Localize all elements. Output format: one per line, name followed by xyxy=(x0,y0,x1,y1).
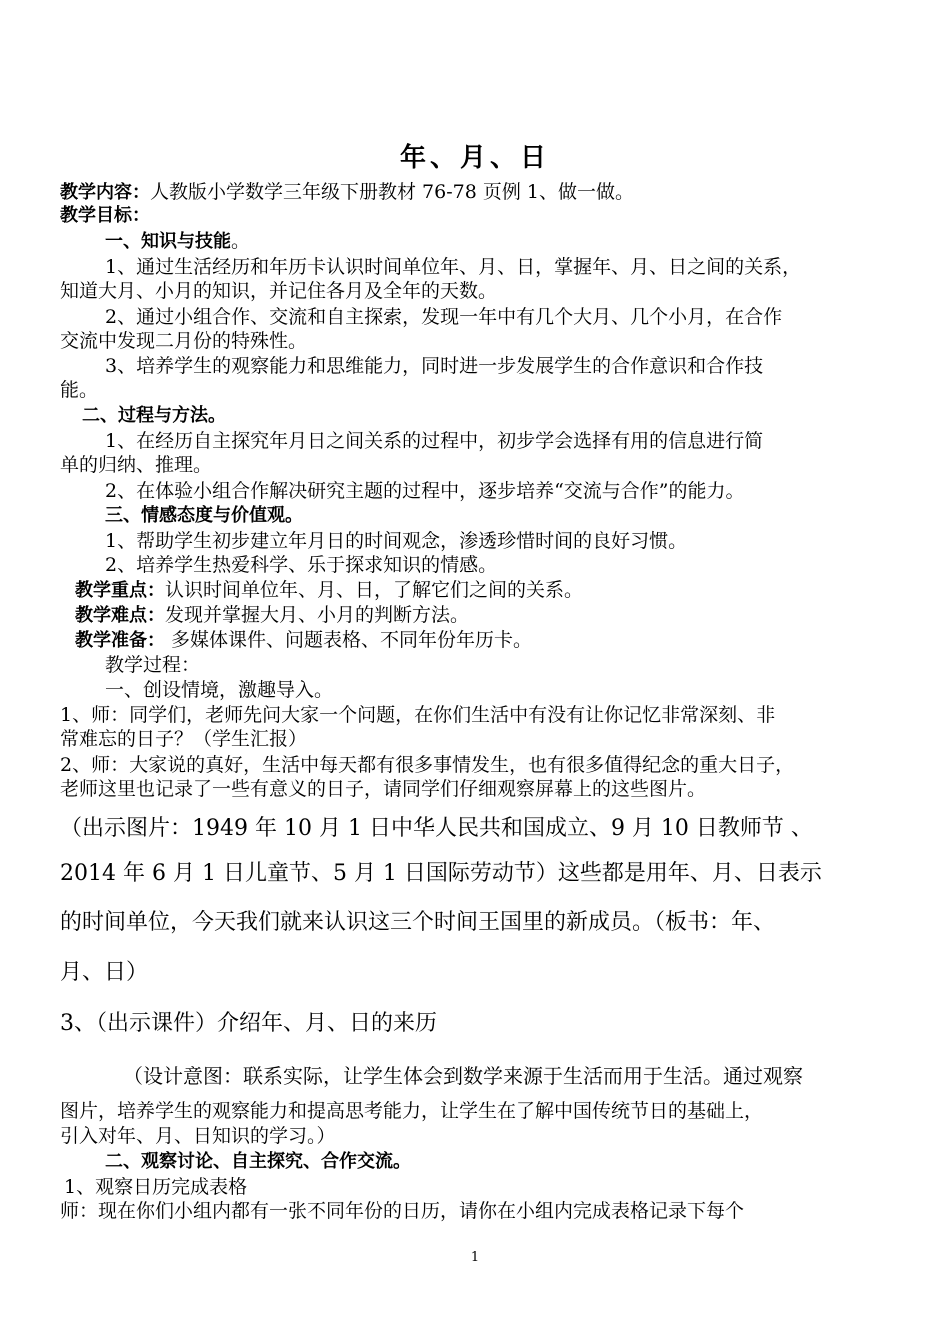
paragraph-line: 能。 xyxy=(60,379,99,401)
large-paragraph-line: 的时间单位，今天我们就来认识这三个时间王国里的新成员。（板书：年、 xyxy=(60,910,776,935)
paragraph-line: 1、通过生活经历和年历卡认识时间单位年、月、日，掌握年、月、日之间的关系， xyxy=(105,256,802,278)
large-paragraph-line: 2014 年 6 月 1 日儿童节、5 月 1 日国际劳动节）这些都是用年、月、日表示 xyxy=(60,861,822,886)
teaching-goals-label: 教学目标： xyxy=(60,205,150,226)
key-point-line xyxy=(75,578,583,603)
paragraph-line: 1、观察日历完成表格 xyxy=(64,1176,248,1198)
design-intent-line: 图片，培养学生的观察能力和提高思考能力，让学生在了解中国传统节日的基础上， xyxy=(60,1100,764,1122)
paragraph-line: 单的归纳、推理。 xyxy=(60,454,213,476)
paragraph-line: 1、师：同学们，老师先问大家一个问题，在你们生活中有没有让你记忆非常深刻、非 xyxy=(60,704,776,726)
paragraph-line: 2、在体验小组合作解决研究主题的过程中，逐步培养“交流与合作”的能力。 xyxy=(105,480,745,502)
paragraph-line: 1、帮助学生初步建立年月日的时间观念，渗透珍惜时间的良好习惯。 xyxy=(105,530,688,552)
difficulty-label: 教学难点： xyxy=(75,605,165,626)
difficulty-text: 发现并掌握大月、小月的判断方法。 xyxy=(165,604,470,626)
step-two-heading: 二、观察讨论、自主探究、合作交流。 xyxy=(105,1151,411,1172)
design-intent-line: 引入对年、月、日知识的学习。） xyxy=(60,1125,336,1147)
paragraph-line: 常难忘的日子？（学生汇报） xyxy=(60,728,308,750)
paragraph-line: 2、通过小组合作、交流和自主探索，发现一年中有几个大月、几个小月，在合作 xyxy=(105,306,783,328)
paragraph-line: 2、师：大家说的真好，生活中每天都有很多事情发生，也有很多值得纪念的重大日子， xyxy=(60,754,795,776)
teaching-content-label: 教学内容： xyxy=(60,182,150,203)
paragraph-line: 1、在经历自主探究年月日之间关系的过程中，初步学会选择有用的信息进行简 xyxy=(105,430,764,452)
process-heading: 教学过程： xyxy=(105,654,201,676)
step-one-heading: 一、创设情境，激趣导入。 xyxy=(105,679,334,701)
design-intent-line: （设计意图：联系实际，让学生体会到数学来源于生活而用于生活。通过观察 xyxy=(123,1064,803,1088)
paragraph-line: 知道大月、小月的知识，并记住各月及全年的天数。 xyxy=(60,280,498,302)
section-knowledge-tail: 。 xyxy=(231,230,251,252)
teaching-content-line xyxy=(60,180,634,205)
section-knowledge-title: 一、知识与技能 xyxy=(105,231,231,252)
preparation-label: 教学准备： xyxy=(75,630,165,651)
document-title: 年、月、日 xyxy=(399,143,550,173)
page-number: 1 xyxy=(470,1250,480,1265)
large-paragraph-line: 月、日） xyxy=(60,960,149,985)
paragraph-line: 3、培养学生的观察能力和思维能力，同时进一步发展学生的合作意识和合作技 xyxy=(105,355,764,377)
teaching-content-text: 人教版小学数学三年级下册教材 76-78 页例 1、做一做。 xyxy=(150,181,634,203)
large-paragraph-line: 3、（出示课件）介绍年、月、日的来历 xyxy=(60,1011,437,1036)
key-point-text: 认识时间单位年、月、日，了解它们之间的关系。 xyxy=(165,579,584,601)
paragraph-line: 师：现在你们小组内都有一张不同年份的日历，请你在小组内完成表格记录下每个 xyxy=(60,1200,745,1222)
key-point-label: 教学重点： xyxy=(75,580,165,601)
section-attitude-heading: 三、情感态度与价值观。 xyxy=(105,505,303,526)
paragraph-line: 老师这里也记录了一些有意义的日子，请同学们仔细观察屏幕上的这些图片。 xyxy=(60,778,707,800)
large-paragraph-line: （出示图片：1949 年 10 月 1 日中华人民共和国成立、9 月 10 日教师节 、 xyxy=(60,816,813,841)
section-process-heading: 二、过程与方法。 xyxy=(82,405,226,426)
paragraph-line: 2、培养学生热爱科学、乐于探求知识的情感。 xyxy=(105,554,498,576)
preparation-text: 多媒体课件、问题表格、不同年份年历卡。 xyxy=(165,629,533,651)
preparation-line xyxy=(75,628,532,653)
section-knowledge-heading xyxy=(105,229,250,254)
difficulty-line xyxy=(75,603,469,628)
paragraph-line: 交流中发现二月份的特殊性。 xyxy=(60,330,308,352)
